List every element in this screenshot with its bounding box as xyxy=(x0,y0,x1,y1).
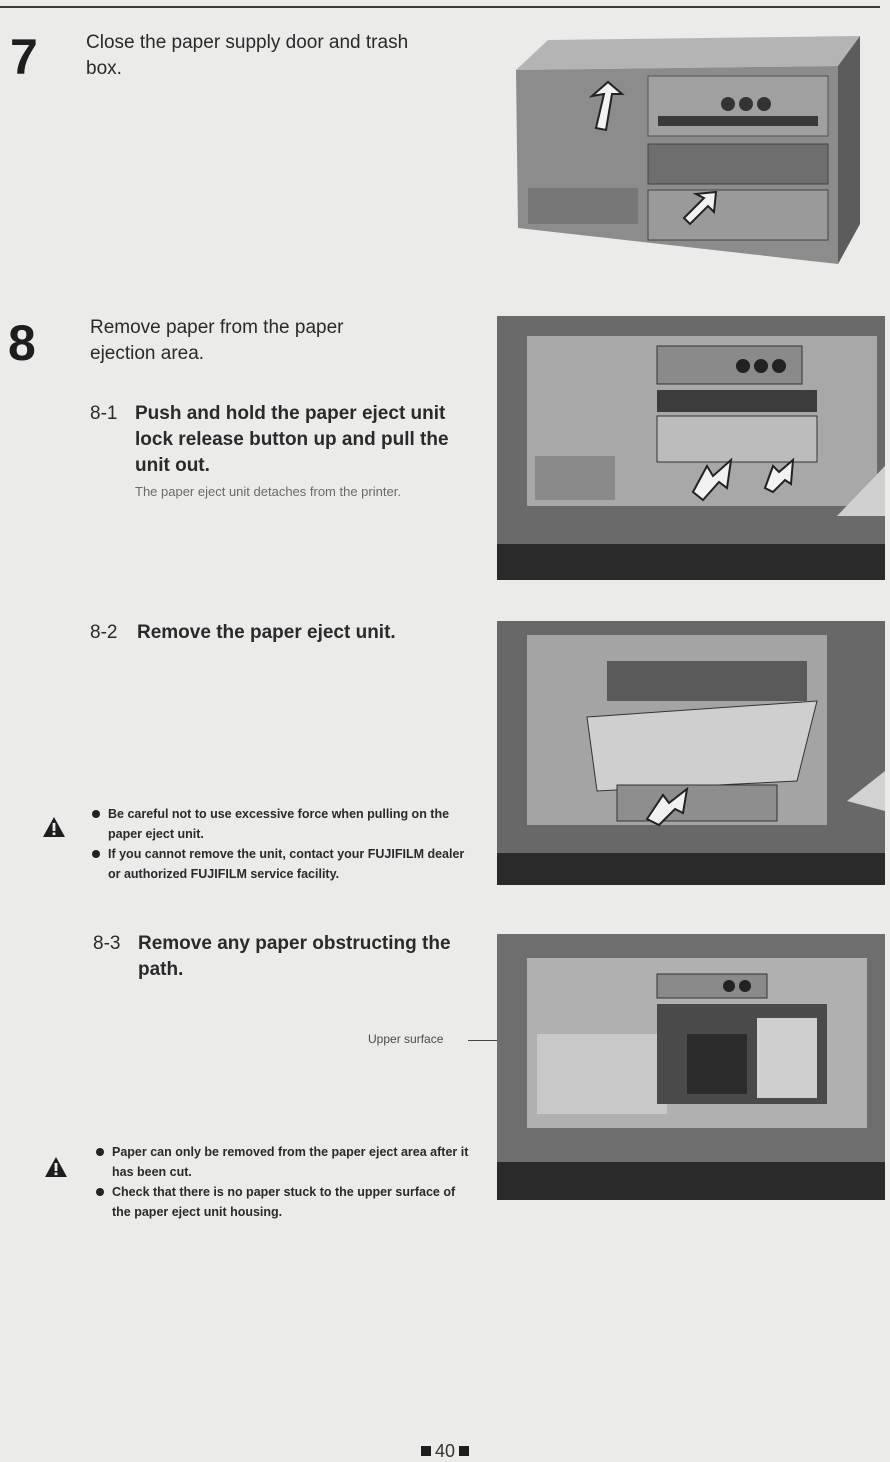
step-8-number: 8 xyxy=(8,315,36,371)
upper-surface-label: Upper surface xyxy=(368,1032,444,1046)
upper-surface-leader-line xyxy=(468,1040,500,1041)
caution-2-item-1: Paper can only be removed from the paper eject area after it has been cut. xyxy=(96,1142,476,1182)
caution-icon xyxy=(44,1156,68,1178)
step-8-2-text: Remove the paper eject unit. xyxy=(137,622,396,643)
printer-photo-step-8-3 xyxy=(497,934,885,1200)
step-8-2-number: 8-2 xyxy=(90,622,118,643)
printer-photo-step-8-1 xyxy=(497,316,885,580)
caution-icon xyxy=(42,816,66,838)
step-8-3-number: 8-3 xyxy=(93,933,121,954)
caution-list-1 xyxy=(92,804,472,884)
page-number xyxy=(0,1440,890,1462)
printer-photo-step-7 xyxy=(508,28,864,272)
caution-1-item-2: If you cannot remove the unit, contact your FUJIFILM dealer or authorized FUJIFILM service facility. xyxy=(92,844,472,884)
caution-1-item-1: Be careful not to use excessive force when pulling on the paper eject unit. xyxy=(92,804,472,844)
page-number-left-square xyxy=(421,1446,431,1456)
step-8-1-number: 8-1 xyxy=(90,403,118,424)
step-8-1-note: The paper eject unit detaches from the printer. xyxy=(135,484,401,499)
step-8-3-text: Remove any paper obstructing the path. xyxy=(138,933,451,980)
printer-photo-step-8-2 xyxy=(497,621,885,885)
page-number-right-square xyxy=(459,1446,469,1456)
step-7-number: 7 xyxy=(10,29,38,85)
top-rule xyxy=(0,6,880,8)
caution-2-item-2: Check that there is no paper stuck to the upper surface of the paper eject unit housing. xyxy=(96,1182,476,1222)
step-8-text: Remove paper from the paper ejection area. xyxy=(90,317,344,364)
step-8-1-text: Push and hold the paper eject unit lock release button up and pull the unit out. xyxy=(135,403,449,476)
step-7-text: Close the paper supply door and trash box. xyxy=(86,32,409,79)
caution-list-2 xyxy=(96,1142,476,1222)
page-number-value: 40 xyxy=(434,1440,456,1461)
